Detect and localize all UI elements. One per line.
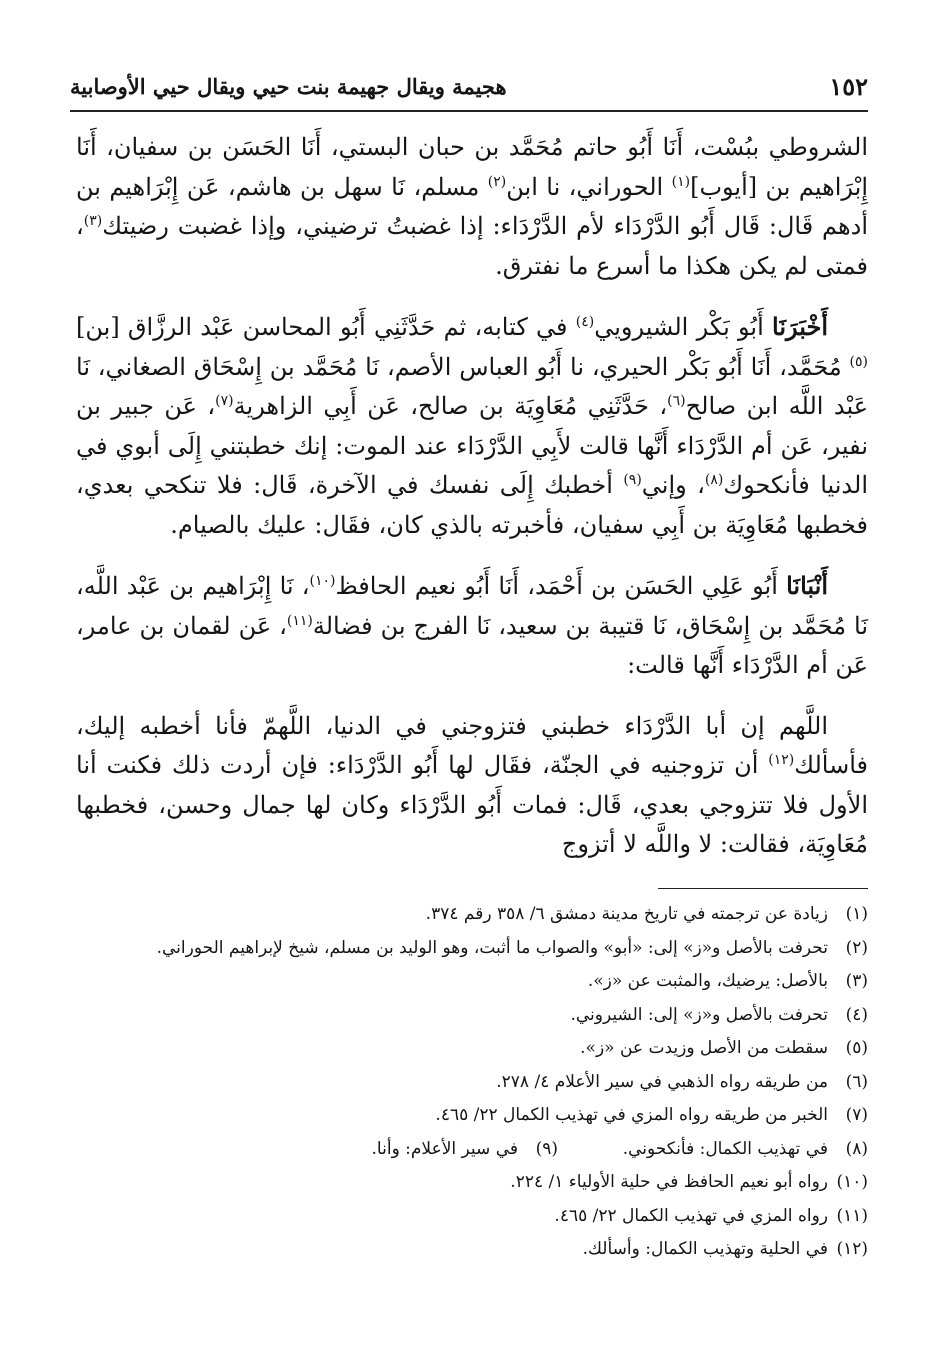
paragraph-4 bbox=[76, 707, 868, 865]
footnote-ref: (٤) bbox=[575, 314, 595, 330]
footnote-8-9 bbox=[76, 1133, 868, 1167]
footnote-7 bbox=[76, 1099, 868, 1133]
footnote-1 bbox=[76, 898, 868, 932]
footnote-number: (٣) bbox=[845, 971, 868, 991]
text-run: أَبُو بَكْر الشيرويي bbox=[594, 313, 772, 341]
paragraph-1 bbox=[76, 128, 868, 286]
footnote-text: في تهذيب الكمال: فأنكحوني. bbox=[622, 1138, 828, 1159]
footnote-ref: (١٢) bbox=[768, 752, 795, 768]
footnote-number: (٧) bbox=[845, 1105, 868, 1125]
footnote-number: (١١) bbox=[836, 1205, 868, 1226]
footnote-ref: (٥) bbox=[849, 353, 868, 370]
footnote-text: بالأصل: يرضيك، والمثبت عن «ز». bbox=[587, 971, 828, 991]
text-run: ، وإني bbox=[641, 471, 705, 499]
footnote-text: من طريقه رواه الذهبي في سير الأعلام ٤/ ٢٧٨. bbox=[496, 1071, 828, 1092]
footnote-11 bbox=[76, 1200, 868, 1234]
footnote-number: (٩) bbox=[535, 1138, 558, 1159]
footnote-number: (٤) bbox=[845, 1004, 868, 1025]
text-run: مسلم، نَا سهل بن هاشم، عَن إِبْرَاهيم بن أدهم قَال: قَال أَبُو الدَّرْدَاء لأم الدَّرْدَاء: إذا غضبتُ ترضيني، وإذا غضبت رضيتك bbox=[76, 172, 868, 240]
text-run: أخطبك إِلَى نفسك في الآخرة، قَال: فلا تنكحي بعدي، فخطبها مُعَاوِيَة بن أَبِي سفيان، فأخبرته بالذي كان، فقَال: عليك بالصيام. bbox=[76, 471, 868, 539]
footnote-ref: (٦) bbox=[667, 393, 686, 409]
text-run: ، عَن لقمان بن عامر، عَن أم الدَّرْدَاء أَنَّها قالت: bbox=[76, 611, 868, 679]
footnote-ref: (٣) bbox=[83, 213, 103, 229]
footnote-text: تحرفت بالأصل و«ز» إلى: «أبو» والصواب ما أثبت، وهو الوليد بن مسلم، شيخ لإبراهيم الحوراني. bbox=[156, 937, 828, 958]
footnote-8 bbox=[558, 1133, 868, 1167]
text-run: مُحَمَّد، أَنَا أَبُو بَكْر الحيري، نا أَبُو العباس الأصم، نَا مُحَمَّد بن إِسْحَاق الصغاني، نَا عَبْد اللَّه ابن صالح bbox=[76, 352, 869, 420]
page-header bbox=[70, 66, 868, 106]
footnote-ref: (١٠) bbox=[309, 573, 336, 589]
text-run: ، نَا إِبْرَاهيم بن عَبْد اللَّه، نَا مُحَمَّد بن إِسْحَاق، نَا قتيبة بن سعيد، نَا الفرج بن فضالة bbox=[76, 572, 868, 640]
main-text bbox=[76, 128, 868, 886]
footnotes bbox=[76, 898, 868, 1267]
footnote-number: (٥) bbox=[845, 1038, 868, 1058]
text-run: أَبُو عَلِي الحَسَن بن أَحْمَد، أَنَا أَبُو نعيم الحافظ bbox=[335, 572, 787, 600]
footnote-ref: (١) bbox=[671, 173, 691, 190]
footnote-text: رواه أبو نعيم الحافظ في حلية الأولياء ١/ ٢٢٤. bbox=[510, 1172, 828, 1192]
footnote-number: (٦) bbox=[845, 1071, 868, 1092]
footnote-ref: (٢) bbox=[487, 173, 507, 190]
footnote-text: رواه المزي في تهذيب الكمال ٢٢/ ٤٦٥. bbox=[554, 1205, 828, 1226]
header-rule bbox=[70, 110, 868, 112]
footnote-ref: (٧) bbox=[215, 393, 234, 409]
running-title: هجيمة ويقال جهيمة بنت حيي ويقال حيي الأوصابية bbox=[70, 73, 507, 99]
footnote-text: تحرفت بالأصل و«ز» إلى: الشيروني. bbox=[570, 1004, 828, 1025]
text-run: ، عَن جبير بن نفير، عَن أم الدَّرْدَاء أَنَّها قالت لأَبِي الدَّرْدَاء عند الموت: إنك خطبتني إِلَى أبوي في الدنيا فأنكحوك bbox=[76, 392, 869, 499]
footnote-text: زيادة عن ترجمته في تاريخ مدينة دمشق ٦/ ٣٥٨ رقم ٣٧٤. bbox=[425, 904, 828, 924]
footnote-12 bbox=[76, 1233, 868, 1267]
footnote-separator bbox=[658, 888, 868, 889]
text-run: ، فمتى لم يكن هكذا ما أسرع ما نفترق. bbox=[76, 212, 868, 280]
footnote-text: في الحلية وتهذيب الكمال: وأسألك. bbox=[582, 1239, 828, 1259]
footnote-text: الخبر من طريقه رواه المزي في تهذيب الكمال ٢٢/ ٤٦٥. bbox=[435, 1105, 828, 1125]
page-number: ١٥٢ bbox=[829, 71, 868, 101]
footnote-number: (٢) bbox=[845, 937, 868, 958]
text-run: ، حَدَّثَنِي مُعَاوِيَة بن صالح، عَن أَبِي الزاهرية bbox=[233, 392, 668, 420]
lead-word: أَخْبَرَنَا bbox=[772, 312, 828, 341]
footnote-number: (١) bbox=[845, 904, 868, 924]
footnote-3 bbox=[76, 965, 868, 999]
footnote-9 bbox=[248, 1133, 558, 1167]
paragraph-2 bbox=[76, 307, 868, 545]
footnote-6 bbox=[76, 1066, 868, 1100]
footnote-number: (٨) bbox=[845, 1138, 868, 1159]
footnote-10 bbox=[76, 1166, 868, 1200]
footnote-number: (١٢) bbox=[836, 1239, 868, 1259]
paragraph-3 bbox=[76, 566, 868, 686]
text-run: في كتابه، ثم حَدَّثَنِي أَبُو المحاسن عَبْد الرزَّاق [بن] bbox=[76, 313, 576, 341]
footnote-text: سقطت من الأصل وزيدت عن «ز». bbox=[580, 1038, 828, 1058]
lead-word: أَنْبَانَا bbox=[786, 571, 828, 600]
text-run: الحوراني، نا ابن bbox=[506, 172, 672, 201]
footnote-text: في سير الأعلام: وأنا. bbox=[371, 1138, 518, 1159]
footnote-ref: (٩) bbox=[623, 472, 642, 488]
footnote-number: (١٠) bbox=[836, 1172, 868, 1192]
footnote-2 bbox=[76, 932, 868, 966]
text-run: أن تزوجنيه في الجنّة، فقَال لها أَبُو الدَّرْدَاء: فإن أردت ذلك فكنت أنا الأول فلا تتزوجي بعدي، قَال: فمات أَبُو الدَّرْدَاء وكان لها جمال وحسن، فخطبها مُعَاوِيَة، فقالت: لا واللَّه لا أتزوج bbox=[76, 751, 868, 858]
footnote-4 bbox=[76, 999, 868, 1033]
text-run: الشروطي ببُسْت، أَنَا أَبُو حاتم مُحَمَّد بن حبان البستي، أَنَا الحَسَن بن سفيان، أَنَا إِبْرَاهيم بن [أيوب] bbox=[76, 133, 868, 201]
footnote-5 bbox=[76, 1032, 868, 1066]
footnote-ref: (٨) bbox=[704, 472, 724, 488]
footnote-ref: (١١) bbox=[286, 612, 313, 629]
text-run: اللَّهم إن أبا الدَّرْدَاء خطبني فتزوجني في الدنيا، اللَّهمّ فأنا أخطبه إليك، فأسألك bbox=[76, 711, 868, 779]
